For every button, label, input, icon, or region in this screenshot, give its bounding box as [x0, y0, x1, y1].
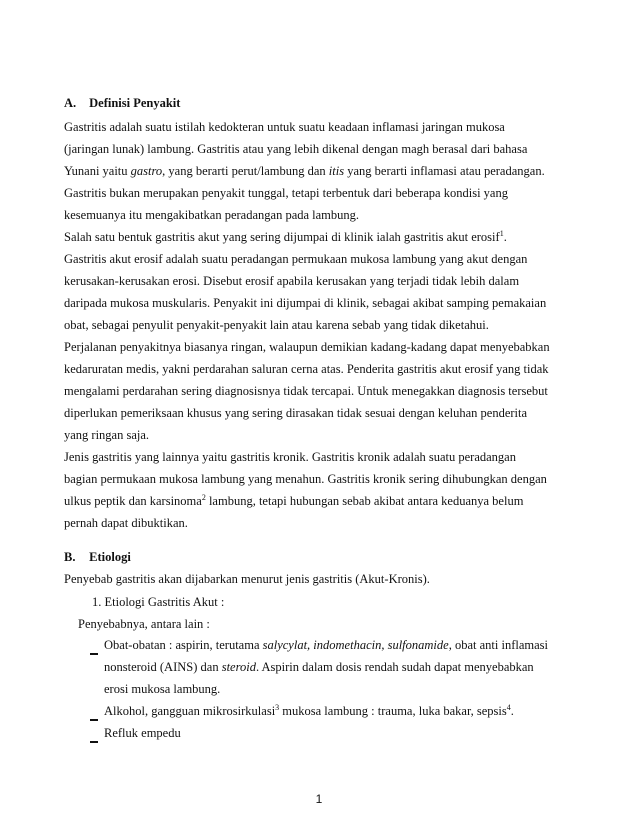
paragraph-erosive	[64, 226, 574, 248]
text-line: kedaruratan medis, yakni perdarahan saluran cerna atas. Penderita gastritis akut erosif yang tidak	[64, 362, 549, 376]
text-fragment: mukosa lambung : trauma, luka bakar, sepsis	[279, 704, 507, 718]
text-line: Perjalanan penyakitnya biasanya ringan, walaupun demikian kadang-kadang dapat menyebabkan	[64, 340, 550, 354]
paragraph-course	[64, 336, 574, 446]
text-line: kesemuanya itu mengakibatkan peradangan pada lambung.	[64, 208, 360, 222]
text-line: diperlukan pemeriksaan khusus yang sering dirasakan tidak sesuai dengan keluhan penderita	[64, 406, 528, 420]
text-line: Gastritis bukan merupakan penyakit tunggal, tetapi terbentuk dari beberapa kondisi yang	[64, 186, 508, 200]
footnote-ref-3: 3	[275, 702, 280, 712]
section-a-heading	[64, 96, 180, 111]
text-fragment: .	[510, 704, 514, 718]
bullet-item-reflux	[104, 722, 574, 744]
footnote-ref-2: 2	[201, 492, 206, 502]
text-line	[64, 226, 574, 248]
bullet-item-drugs	[104, 634, 574, 700]
text-line: nonsteroid (AINS) dan steroid. Aspirin dalam dosis rendah sudah dapat menyebabkan	[104, 660, 534, 674]
footnote-ref-1: 1	[499, 228, 504, 238]
text-line: Gastritis akut erosif adalah suatu peradangan permukaan mukosa lambung yang akut dengan	[64, 252, 528, 266]
text-line: Gastritis adalah suatu istilah kedokteran untuk suatu keadaan inflamasi jaringan mukosa	[64, 120, 505, 134]
text-line: Jenis gastritis yang lainnya yaitu gastritis kronik. Gastritis kronik adalah suatu peradangan	[64, 450, 516, 464]
section-a-number: A.	[64, 96, 77, 110]
text-line: erosi mukosa lambung.	[104, 682, 221, 696]
footnote-ref-4: 4	[506, 702, 511, 712]
text-line	[104, 700, 574, 722]
paragraph-definition	[64, 116, 574, 226]
text-line: (jaringan lunak) lambung. Gastritis atau yang lebih dikenal dengan magh berasal dari bahasa	[64, 142, 528, 156]
section-b-number: B.	[64, 550, 76, 564]
paragraph-erosive-detail	[64, 248, 574, 336]
text-fragment: ulkus peptik dan karsinoma	[64, 494, 202, 508]
bullet-item-alcohol	[104, 700, 574, 722]
text-line	[64, 490, 574, 512]
text-line: Penyebab gastritis akan dijabarkan menurut jenis gastritis (Akut-Kronis).	[64, 572, 430, 586]
causes-intro: Penyebabnya, antara lain :	[78, 617, 210, 631]
text-fragment: Salah satu bentuk gastritis akut yang sering dijumpai di klinik ialah gastritis akut erosif	[64, 230, 500, 244]
bullet-marker	[90, 741, 98, 743]
section-a-title: Definisi Penyakit	[89, 96, 181, 110]
text-line: mengalami perdarahan sering diagnosisnya tidak tercapai. Untuk menegakkan diagnosis tersebut	[64, 384, 548, 398]
text-line: Yunani yaitu gastro, yang berarti perut/lambung dan itis yang berarti inflamasi atau peradangan.	[64, 164, 545, 178]
subheading-acute-etiology: 1. Etiologi Gastritis Akut :	[92, 595, 225, 609]
paragraph-chronic	[64, 446, 574, 534]
text-fragment: Alkohol, gangguan mikrosirkulasi	[104, 704, 276, 718]
section-b-heading	[64, 550, 131, 565]
text-line: kerusakan-kerusakan erosi. Disebut erosif apabila kerusakan yang terjadi tidak lebih dalam	[64, 274, 520, 288]
text-line: bagian permukaan mukosa lambung yang menahun. Gastritis kronik sering dihubungkan dengan	[64, 472, 547, 486]
text-line: daripada mukosa muskularis. Penyakit ini dijumpai di klinik, sebagai akibat samping pemakaian	[64, 296, 547, 310]
text-line: Refluk empedu	[104, 726, 181, 740]
section-b-title: Etiologi	[89, 550, 131, 564]
text-line: yang ringan saja.	[64, 428, 150, 442]
bullet-marker	[90, 653, 98, 655]
text-fragment: lambung, tetapi hubungan sebab akibat antara keduanya belum	[205, 494, 524, 508]
text-line: pernah dapat dibuktikan.	[64, 516, 188, 530]
text-line: Obat-obatan : aspirin, terutama salycylat, indomethacin, sulfonamide, obat anti inflamasi	[104, 638, 548, 652]
bullet-marker	[90, 719, 98, 721]
etiology-intro	[64, 568, 574, 590]
page-number: 1	[315, 792, 323, 806]
text-line: obat, sebagai penyulit penyakit-penyakit lain atau karena sebab yang tidak diketahui.	[64, 318, 489, 332]
text-fragment: .	[503, 230, 507, 244]
